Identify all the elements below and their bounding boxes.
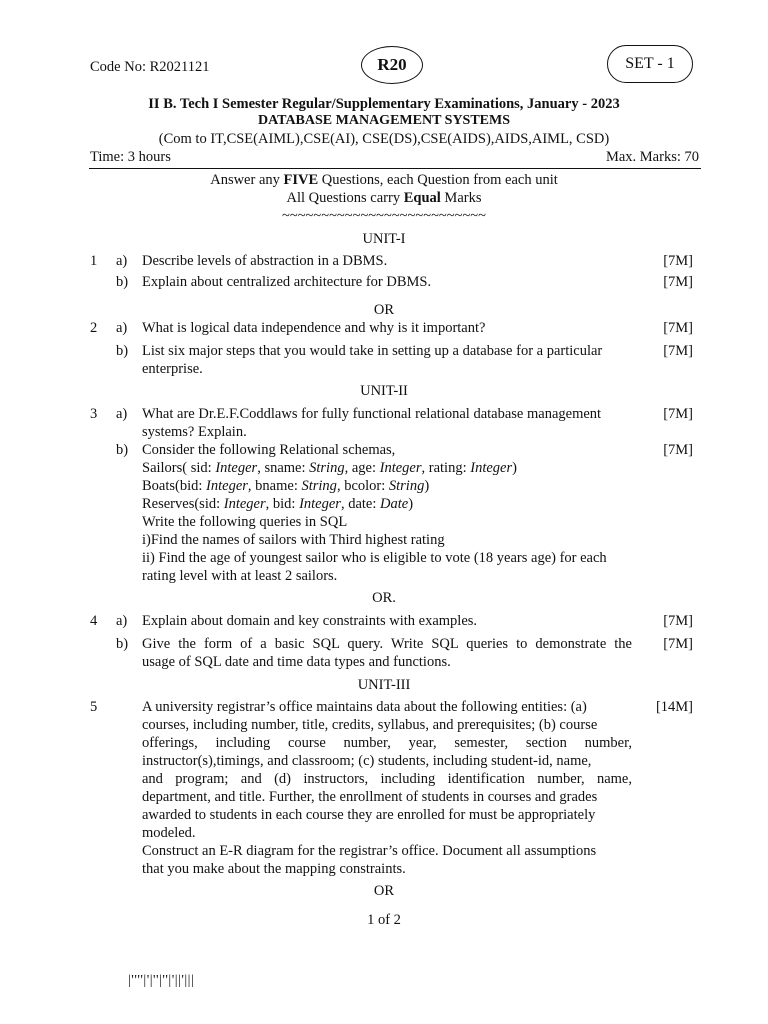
unit-3-heading: UNIT-III <box>357 677 411 693</box>
question-number: 1 <box>90 253 98 269</box>
question-part-label: a) <box>116 406 128 422</box>
subject-title: DATABASE MANAGEMENT SYSTEMS <box>257 113 511 128</box>
instruction-line-2: All Questions carry Equal Marks <box>286 190 482 206</box>
question-number: 5 <box>90 699 98 715</box>
instruction-divider: ~~~~~~~~~~~~~~~~~~~~~~~~~~ <box>282 208 486 224</box>
question-text: A university registrar’s office maintains data about the following entities: (a) courses, including number, title, credits, syllabus, and prerequisites; (b) course offerings, including course number, year, semester, section number, instructor(s),timings, and classroom; (c) students, including student-id, name, and program; and (d) instructors, including identification number, name, department, and title. Further, the enrollment of students in courses and grades awarded to students in each course they are enrolled for must be appropriately modeled. Construct an E-R diagram for the registrar’s office. Document all assumptions that you make about the mapping constraints. <box>142 699 632 877</box>
question-marks: [14M] <box>655 699 693 715</box>
schema-sailors: Sailors( sid: Integer, sname: String, age: Integer, rating: Integer) <box>142 460 517 476</box>
question-number: 4 <box>90 613 98 629</box>
question-marks: [7M] <box>663 274 693 290</box>
question-part-label: a) <box>116 253 128 269</box>
schema-boats: Boats(bid: Integer, bname: String, bcolor: String) <box>142 478 430 494</box>
question-number: 2 <box>90 320 98 336</box>
schema-reserves: Reserves(sid: Integer, bid: Integer, date: Date) <box>142 496 414 512</box>
question-text: List six major steps that you would take in setting up a database for a particular enterprise. <box>142 343 603 377</box>
question-text: Consider the following Relational schemas, Sailors( sid: Integer, sname: String, age: Integer, rating: Integer) Boats(bid: Integer, bname: String, bcolor: String) Reserves(sid: Integer, bid: Integer, date: Date) Write the following queries in SQL i)Find the names of sailors with Third highest rating ii) Find the age of youngest sailor who is eligible to vote (18 years age) for each rating level with at least 2 sailors. <box>142 441 632 585</box>
question-text: Explain about centralized architecture for DBMS. <box>142 274 432 290</box>
question-part-label: a) <box>116 613 128 629</box>
question-part-label: b) <box>116 274 129 290</box>
regulation-badge: R20 <box>361 46 423 84</box>
question-marks: [7M] <box>663 442 693 458</box>
max-marks: Max. Marks: 70 <box>605 149 699 165</box>
question-part-label: b) <box>116 343 129 359</box>
question-number: 3 <box>90 406 98 422</box>
question-marks: [7M] <box>663 613 693 629</box>
question-part-label: b) <box>116 636 129 652</box>
instruction-line-1: Answer any FIVE Questions, each Question from each unit <box>210 172 558 188</box>
or-separator: OR <box>373 302 395 318</box>
question-marks: [7M] <box>663 253 693 269</box>
question-text: What are Dr.E.F.Coddlaws for fully functional relational database management systems? Explain. <box>142 406 602 440</box>
question-part-label: b) <box>116 442 129 458</box>
question-text: Explain about domain and key constraints with examples. <box>142 613 478 629</box>
or-separator: OR <box>373 883 395 899</box>
exam-title: II B. Tech I Semester Regular/Supplementary Examinations, January - 2023 <box>148 96 620 112</box>
or-separator: OR. <box>372 590 396 606</box>
question-marks: [7M] <box>663 320 693 336</box>
header-rule <box>89 168 701 169</box>
unit-1-heading: UNIT-I <box>362 231 406 247</box>
question-part-label: a) <box>116 320 128 336</box>
barcode-text: |''''|'|''|''|'||'||| <box>128 973 195 988</box>
question-marks: [7M] <box>663 406 693 422</box>
question-text: What is logical data independence and why is it important? <box>142 320 486 336</box>
exam-time: Time: 3 hours <box>90 149 171 165</box>
question-text: Describe levels of abstraction in a DBMS. <box>142 253 388 269</box>
exam-code: Code No: R2021121 <box>90 59 210 75</box>
branches: (Com to IT,CSE(AIML),CSE(AI), CSE(DS),CSE(AIDS),AIDS,AIML, CSD) <box>158 131 610 147</box>
question-text: Give the form of a basic SQL query. Write SQL queries to demonstrate the usage of SQL date and time data types and functions. <box>142 636 632 670</box>
unit-2-heading: UNIT-II <box>360 383 408 399</box>
question-marks: [7M] <box>663 343 693 359</box>
page-number: 1 of 2 <box>367 912 401 928</box>
set-badge: SET - 1 <box>607 45 693 83</box>
question-marks: [7M] <box>663 636 693 652</box>
